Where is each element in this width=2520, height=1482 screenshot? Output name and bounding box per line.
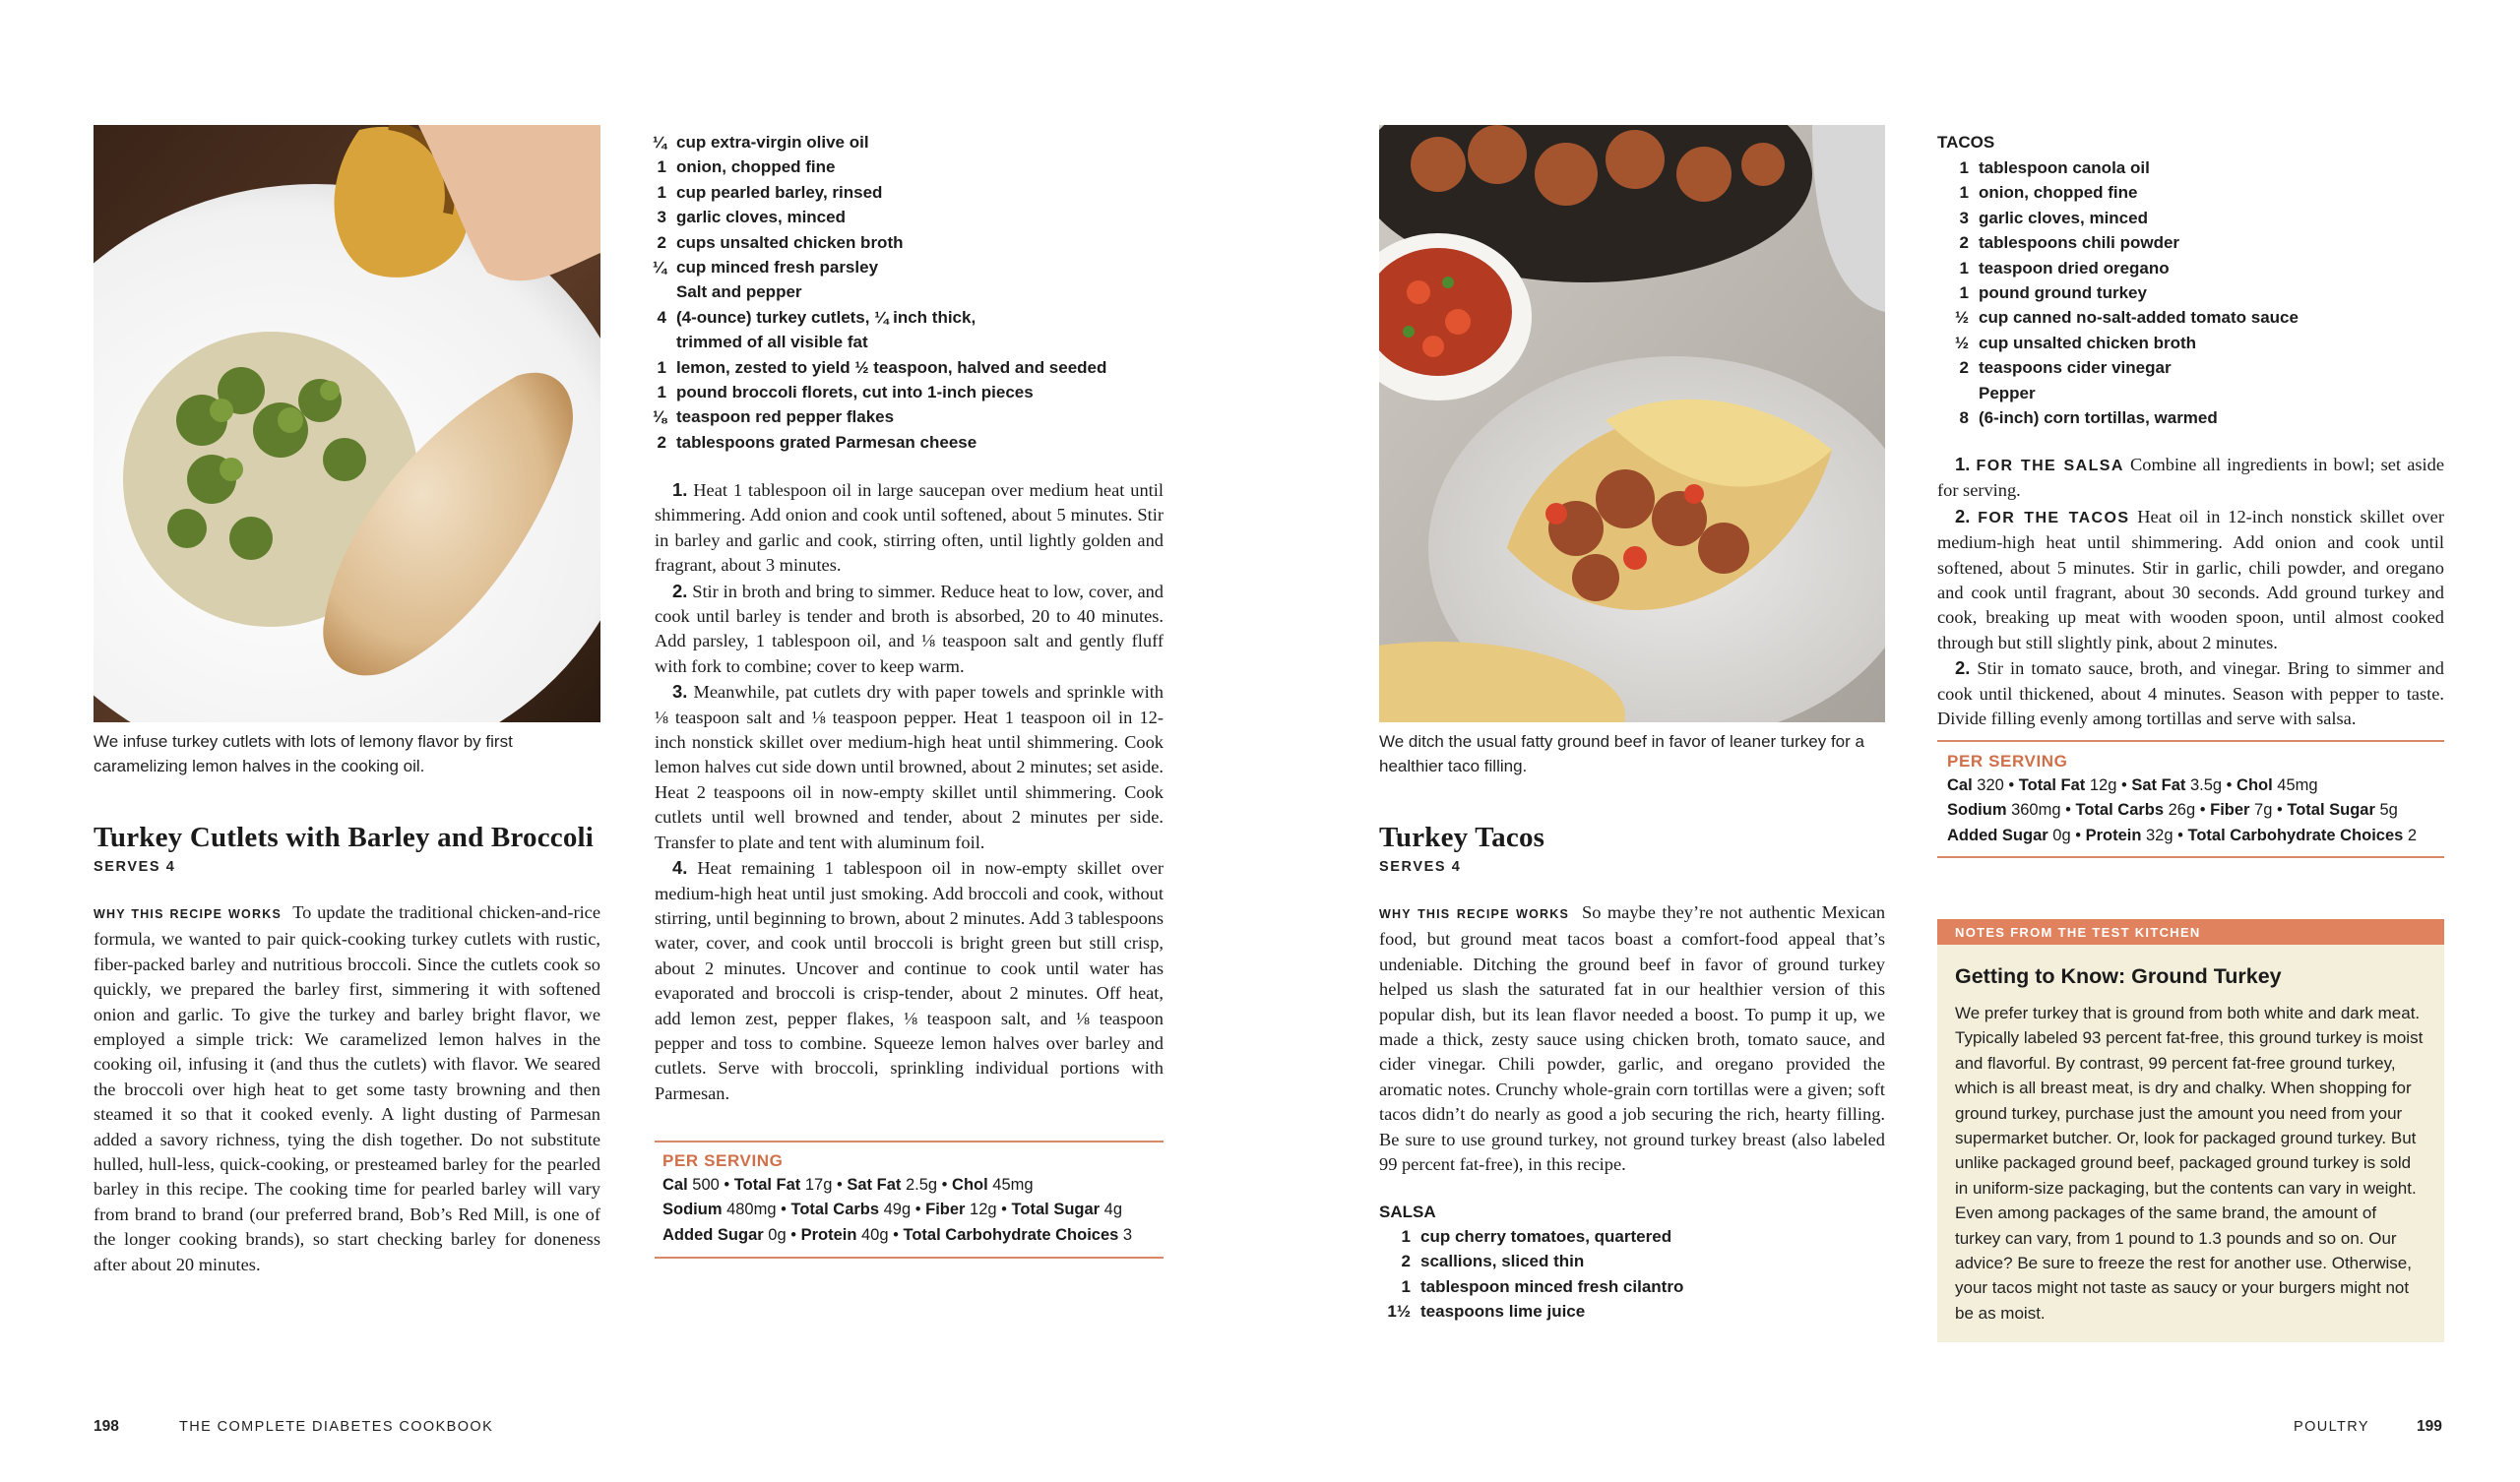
ingredient-text: tablespoons grated Parmesan cheese (676, 432, 977, 452)
recipe-title-right: Turkey Tacos (1379, 822, 1545, 853)
book-title-footer: THE COMPLETE DIABETES COOKBOOK (179, 1419, 494, 1435)
bullet-separator: • (2070, 826, 2086, 844)
nutrition-line (662, 1223, 1165, 1248)
ingredient-row (635, 430, 1186, 455)
step-number: 4. (672, 857, 688, 879)
nutrition-value: 3.5g (2185, 776, 2223, 794)
nutrition-value: 12g (2085, 776, 2117, 794)
ingredient-row (1937, 230, 2449, 255)
turkey-tacos-photo (1379, 125, 1885, 722)
section-footer: POULTRY (2294, 1419, 2369, 1435)
nutrition-label: Fiber (925, 1201, 966, 1219)
ingredient-text: cup pearled barley, rinsed (676, 182, 883, 202)
nutrition-value: 480mg (722, 1201, 777, 1219)
nutrition-value: 320 (1972, 776, 2004, 794)
step-text: Combine all ingredients in bowl; set aside for serving. (1937, 455, 2444, 501)
recipe-step (655, 477, 1164, 579)
nutrition-value: 0g (2048, 826, 2071, 844)
nutrition-rule-right (1937, 740, 2444, 742)
nutrition-value: 360mg (2006, 801, 2061, 820)
bullet-separator: • (888, 1225, 904, 1244)
ingredient-quantity: 1½ (1387, 1302, 1411, 1322)
ingredient-text: scallions, sliced thin (1420, 1252, 1585, 1271)
ingredient-row (635, 205, 1186, 229)
step-number: 1. (672, 479, 688, 500)
ingredient-quantity: 1 (1959, 283, 1969, 303)
ingredient-row (1937, 331, 2449, 355)
note-text: We prefer turkey that is ground from both white and dark meat. Typically labeled 93 percent fat-free, this ground turkey is moist and flavorful. By contrast, 99 percent fat-free ground turkey, which is all breast meat, is dry and chalky. When shopping for ground turkey, purchase just the amount you need from your supermarket butcher. Or, look for packaged ground turkey. But unlike packaged ground beef, packaged ground turkey is sold in uniform-size packaging, but the contents can vary in weight. Even among packages of the same brand, the amount of turkey can vary, from 1 pound to 1.3 pounds and so on. Our advice? Be sure to freeze the rest for another use. Otherwise, your tacos might not taste as saucy or your burgers might not be as moist. (1955, 1004, 2424, 1323)
ingredient-list (635, 130, 1186, 455)
ingredient-quantity: 1 (1959, 183, 1969, 203)
ingredient-row (1937, 206, 2449, 230)
ingredient-quantity: 1 (1959, 158, 1969, 177)
step-lead: FOR THE TACOS (1978, 509, 2130, 526)
nutrition-label: Sat Fat (2131, 776, 2186, 794)
ingredient-row (635, 154, 1186, 179)
bullet-separator: • (996, 1201, 1012, 1219)
ingredient-row (1937, 256, 2449, 280)
ingredient-quantity: 1 (657, 383, 666, 402)
ingredient-text: (4-ounce) turkey cutlets, ¼ inch thick, (676, 307, 976, 327)
why-label: WHY THIS RECIPE WORKS (94, 907, 282, 921)
nutrition-label: Cal (662, 1176, 688, 1194)
recipe-step (655, 579, 1164, 680)
ingredient-text: onion, chopped fine (1979, 183, 2138, 203)
ingredient-text: cups unsalted chicken broth (676, 232, 904, 252)
bullet-separator: • (2116, 776, 2132, 794)
nutrition-label: Total Sugar (1011, 1201, 1101, 1219)
bullet-separator: • (2173, 826, 2188, 844)
ingredient-quantity (635, 330, 676, 354)
ingredient-quantity (635, 279, 676, 304)
ingredient-quantity: 3 (1959, 208, 1969, 227)
ingredient-row (635, 130, 1186, 154)
ingredient-text: garlic cloves, minced (1979, 208, 2148, 227)
nutrition-label: Protein (800, 1225, 857, 1244)
step-text: Heat oil in 12-inch nonstick skillet over medium-high heat until shimmering. Add onion and cook until softened, about 5 minutes. Stir in garlic, chili powder, and oregano and cook until fragrant, about 30 seconds. Add ground turkey and cook, breaking up meat with wooden spoon, until almost cooked through but still slightly pink, about 2 minutes. (1937, 506, 2444, 652)
ingredient-quantity: 2 (1959, 233, 1969, 253)
ingredient-text: Salt and pepper (676, 282, 802, 302)
ingredient-quantity: 1 (1401, 1227, 1411, 1246)
ingredient-row (1379, 1299, 1891, 1324)
nutrition-label: Fiber (2210, 801, 2250, 820)
ingredient-row (1937, 155, 2449, 180)
step-text: Stir in broth and bring to simmer. Reduce heat to low, cover, and cook until barley is tender and broth is absorbed, 20 to 40 minutes. Add parsley, 1 tablespoon oil, and ⅛ teaspoon salt and gently fluff with fork to combine; cover to keep warm. (655, 581, 1164, 676)
nutrition-facts (662, 1173, 1165, 1248)
step-number: 1. (1955, 454, 1971, 474)
recipe-step (1937, 655, 2444, 731)
ingredient-text: cup cherry tomatoes, quartered (1420, 1227, 1672, 1246)
ingredient-text: cup unsalted chicken broth (1979, 333, 2197, 352)
nutrition-label: Total Carbohydrate Choices (903, 1225, 1119, 1244)
ingredient-quantity (1937, 381, 1979, 405)
ingredient-text: tablespoon minced fresh cilantro (1420, 1276, 1684, 1296)
bullet-separator: • (2060, 801, 2076, 820)
photo-caption: We infuse turkey cutlets with lots of lemony flavor by first caramelizing lemon halves in the cooking oil. (94, 732, 513, 775)
salsa-ingredient-list (1379, 1224, 1891, 1325)
ingredient-quantity: 2 (657, 432, 666, 452)
ingredient-row (1379, 1274, 1891, 1299)
ingredient-quantity: ¼ (652, 258, 666, 278)
nutrition-value: 45mg (2272, 776, 2318, 794)
nutrition-line (1947, 824, 2449, 848)
ingredient-text: tablespoons chili powder (1979, 233, 2180, 253)
ingredient-text: pound ground turkey (1979, 283, 2147, 303)
nutrition-value: 0g (763, 1225, 787, 1244)
nutrition-value: 45mg (987, 1176, 1034, 1194)
why-this-recipe-works-right (1379, 900, 1885, 1177)
recipe-title: Turkey Cutlets with Barley and Broccoli (94, 822, 595, 853)
nutrition-line (662, 1173, 1165, 1198)
ingredient-row (635, 305, 1186, 330)
nutrition-label: Added Sugar (662, 1225, 764, 1244)
ingredient-quantity: 3 (657, 208, 666, 227)
turkey-cutlet-photo (94, 125, 600, 722)
nutrition-value: 40g (856, 1225, 889, 1244)
step-number: 2. (672, 580, 688, 601)
nutrition-label: Total Sugar (2287, 801, 2375, 820)
ingredient-row (1937, 180, 2449, 205)
bullet-separator: • (719, 1176, 734, 1194)
ingredient-quantity: ½ (1954, 333, 1969, 352)
bullet-separator: • (911, 1201, 926, 1219)
ingredient-quantity: 1 (1401, 1276, 1411, 1296)
ingredient-text: lemon, zested to yield ½ teaspoon, halved and seeded (676, 357, 1107, 377)
nutrition-label: Sat Fat (847, 1176, 902, 1194)
serves-label: SERVES 4 (94, 859, 176, 875)
nutrition-label: Chol (2236, 776, 2273, 794)
step-text: Meanwhile, pat cutlets dry with paper towels and sprinkle with ⅛ teaspoon salt and ⅛ teaspoon pepper. Heat 1 teaspoon oil in 12-inch nonstick skillet over medium-high heat until shimmering. Cook lemon halves cut side down until browned, about 2 minutes; set aside. Heat 2 teaspoons oil in now-empty skillet until shimmering. Cook cutlets until well browned and tender, about 2 minutes per side. Transfer to plate and tent with aluminum foil. (655, 682, 1164, 852)
ingredient-row (635, 404, 1186, 429)
nutrition-line (1947, 798, 2449, 823)
nutrition-value: 2.5g (901, 1176, 938, 1194)
nutrition-label: Total Carbs (790, 1201, 880, 1219)
nutrition-label: Sodium (662, 1201, 723, 1219)
recipe-step (1937, 452, 2444, 504)
ingredient-text: garlic cloves, minced (676, 208, 846, 227)
recipe-steps-right (1937, 452, 2444, 731)
ingredient-quantity: 1 (1959, 258, 1969, 278)
ingredient-quantity: ⅛ (652, 407, 666, 427)
ingredient-row (635, 180, 1186, 205)
bullet-separator: • (2272, 801, 2288, 820)
ingredient-row (1937, 405, 2449, 430)
ingredient-row (635, 230, 1186, 255)
ingredient-row (635, 279, 1186, 304)
ingredient-row (1379, 1224, 1891, 1249)
page-number-left: 198 (94, 1418, 119, 1435)
bullet-separator: • (2195, 801, 2211, 820)
bullet-separator: • (2003, 776, 2019, 794)
nutrition-rule (655, 1141, 1164, 1142)
step-text: Stir in tomato sauce, broth, and vinegar. Bring to simmer and cook until thickened, about 4 minutes. Season with pepper to taste. Divide filling evenly among tortillas and serve with salsa. (1937, 658, 2444, 729)
nutrition-line (1947, 773, 2449, 798)
step-number: 3. (672, 681, 688, 703)
bullet-separator: • (776, 1201, 791, 1219)
bullet-separator: • (786, 1225, 801, 1244)
nutrition-rule-right-bottom (1937, 856, 2444, 858)
ingredient-quantity: 4 (657, 307, 666, 327)
tacos-heading: TACOS (1937, 133, 1995, 152)
recipe-step (1937, 504, 2444, 655)
nutrition-value: 2 (2403, 826, 2418, 844)
nutrition-label: Total Fat (733, 1176, 801, 1194)
step-number: 2. (1955, 657, 1971, 679)
nutrition-value: 3 (1118, 1225, 1133, 1244)
nutrition-facts-right (1947, 773, 2449, 848)
nutrition-label: Cal (1947, 776, 1973, 794)
tacos-ingredient-list (1937, 155, 2449, 430)
why-text-right: So maybe they’re not authentic Mexican food, but ground meat tacos boast a comfort-food appeal that’s undeniable. Ditching the ground beef in favor of ground turkey helped us slash the saturated fat in our healthier version of this popular dish, but its lean flavor needed a boost. To pump it up, we made a thick, zesty sauce using chicken broth, tomato sauce, and cider vinegar. Chili powder, garlic, and oregano provided the aromatic notes. Crunchy whole-grain corn tortillas were a given; soft tacos didn’t do nearly as good a job securing the rich, hearty filling. Be sure to use ground turkey, not ground turkey breast (also labeled 99 percent fat-free), in this recipe. (1379, 902, 1886, 1175)
nutrition-value: 5g (2374, 801, 2398, 820)
step-lead: FOR THE SALSA (1976, 458, 2124, 474)
ingredient-row (635, 355, 1186, 380)
ingredient-text: cup extra-virgin olive oil (676, 133, 869, 152)
nutrition-value: 500 (687, 1176, 720, 1194)
ingredient-text: teaspoons lime juice (1420, 1302, 1586, 1322)
ingredient-row (1937, 305, 2449, 330)
ingredient-quantity: 1 (657, 357, 666, 377)
ingredient-text: trimmed of all visible fat (676, 333, 868, 352)
ingredient-text: onion, chopped fine (676, 157, 836, 177)
why-text: To update the traditional chicken-and-rice formula, we wanted to pair quick-cooking turkey cutlets with rustic, fiber-packed barley and nutritious broccoli. Since the cutlets cook so quickly, we prepared the barley first, simmering it with softened onion and garlic. To give the turkey and barley bright flavor, we employed a simple trick: We caramelized lemon halves in the cooking oil, infusing it (and thus the cutlets) with flavor. We seared the broccoli over high heat to get some tasty browning and then steamed it so that it cooked evenly. A light dusting of Parmesan added a savory richness, tying the dish together. Do not substitute hulled, hull-less, quick-cooking, or presteamed barley for the pearled barley in this recipe. The cooking time for pearled barley will vary from brand to brand (our preferred brand, Bob’s Red Mill, is one of the longer cooking brands), so start checking barley for doneness after about 20 minutes. (94, 902, 600, 1274)
ingredient-row (1379, 1249, 1891, 1273)
nutrition-line (662, 1198, 1165, 1222)
salsa-heading: SALSA (1379, 1203, 1436, 1221)
step-number: 2. (1955, 505, 1971, 526)
ingredient-text: Pepper (1979, 383, 2036, 402)
nutrition-label: Total Fat (2018, 776, 2086, 794)
nutrition-heading: PER SERVING (662, 1151, 784, 1170)
why-this-recipe-works (94, 900, 600, 1277)
turkey-tacos-photo-image (1379, 125, 1885, 722)
nutrition-value: 26g (2164, 801, 2196, 820)
step-text: Heat 1 tablespoon oil in large saucepan over medium heat until shimmering. Add onion and cook until softened, about 5 minutes. Stir in barley and garlic and cook, stirring often, until lightly golden and fragrant, about 3 minutes. (655, 480, 1164, 576)
ingredient-quantity: 1 (657, 182, 666, 202)
ingredient-text: cup minced fresh parsley (676, 258, 879, 278)
nutrition-value: 49g (879, 1201, 912, 1219)
recipe-steps (655, 477, 1164, 1106)
ingredient-quantity: 1 (657, 157, 666, 177)
bullet-separator: • (2222, 776, 2237, 794)
ingredient-text: cup canned no-salt-added tomato sauce (1979, 308, 2299, 328)
ingredient-quantity: 8 (1959, 408, 1969, 428)
ingredient-quantity: 2 (657, 232, 666, 252)
ingredient-row (1937, 381, 2449, 405)
ingredient-text: teaspoon red pepper flakes (676, 407, 895, 427)
recipe-step (655, 679, 1164, 855)
nutrition-label: Added Sugar (1947, 826, 2048, 844)
nutrition-value: 12g (965, 1201, 997, 1219)
ingredient-text: tablespoon canola oil (1979, 158, 2150, 177)
nutrition-value: 4g (1100, 1201, 1123, 1219)
photo-caption-right: We ditch the usual fatty ground beef in favor of leaner turkey for a healthier taco filling. (1379, 732, 1864, 775)
nutrition-label: Protein (2085, 826, 2142, 844)
ingredient-quantity: ¼ (652, 133, 666, 152)
ingredient-text: teaspoon dried oregano (1979, 258, 2170, 278)
nutrition-label: Chol (952, 1176, 988, 1194)
nutrition-value: 17g (800, 1176, 833, 1194)
nutrition-rule-bottom (655, 1257, 1164, 1259)
note-title: Getting to Know: Ground Turkey (1955, 964, 2282, 988)
serves-label-right: SERVES 4 (1379, 859, 1462, 875)
nutrition-label: Sodium (1947, 801, 2007, 820)
note-bar-label: NOTES FROM THE TEST KITCHEN (1937, 919, 2444, 945)
ingredient-text: pound broccoli florets, cut into 1-inch pieces (676, 383, 1034, 402)
bullet-separator: • (937, 1176, 953, 1194)
why-label-right: WHY THIS RECIPE WORKS (1379, 907, 1570, 921)
recipe-step (655, 855, 1164, 1106)
ingredient-row (1937, 280, 2449, 305)
ingredient-row (635, 380, 1186, 404)
nutrition-value: 7g (2249, 801, 2273, 820)
nutrition-label: Total Carbs (2075, 801, 2165, 820)
turkey-cutlet-photo-image (94, 125, 600, 722)
bullet-separator: • (832, 1176, 848, 1194)
ingredient-row (635, 330, 1186, 354)
nutrition-label: Total Carbohydrate Choices (2187, 826, 2404, 844)
ingredient-row (635, 255, 1186, 279)
ingredient-text: teaspoons cider vinegar (1979, 358, 2172, 378)
nutrition-value: 32g (2141, 826, 2174, 844)
page-number-right: 199 (2417, 1418, 2442, 1435)
nutrition-heading-right: PER SERVING (1947, 752, 2068, 771)
ingredient-quantity: 2 (1959, 358, 1969, 378)
test-kitchen-note (1937, 919, 2444, 1342)
ingredient-quantity: ½ (1954, 308, 1969, 328)
step-text: Heat remaining 1 tablespoon oil in now-empty skillet over medium-high heat until just smoking. Add broccoli and cook, without stirring, until beginning to brown, about 2 minutes. Add 3 tablespoons water, cover, and cook until broccoli is bright green but still crisp, about 2 minutes. Uncover and continue to cook until water has evaporated and broccoli is crisp-tender, about 2 minutes. Off heat, add lemon zest, pepper flakes, ⅛ teaspoon salt, and ⅛ teaspoon pepper and toss to combine. Squeeze lemon halves over barley and cutlets. Serve with broccoli, sprinkling individual portions with Parmesan. (655, 858, 1164, 1103)
ingredient-quantity: 2 (1401, 1252, 1411, 1271)
ingredient-row (1937, 355, 2449, 380)
ingredient-text: (6-inch) corn tortillas, warmed (1979, 408, 2218, 428)
